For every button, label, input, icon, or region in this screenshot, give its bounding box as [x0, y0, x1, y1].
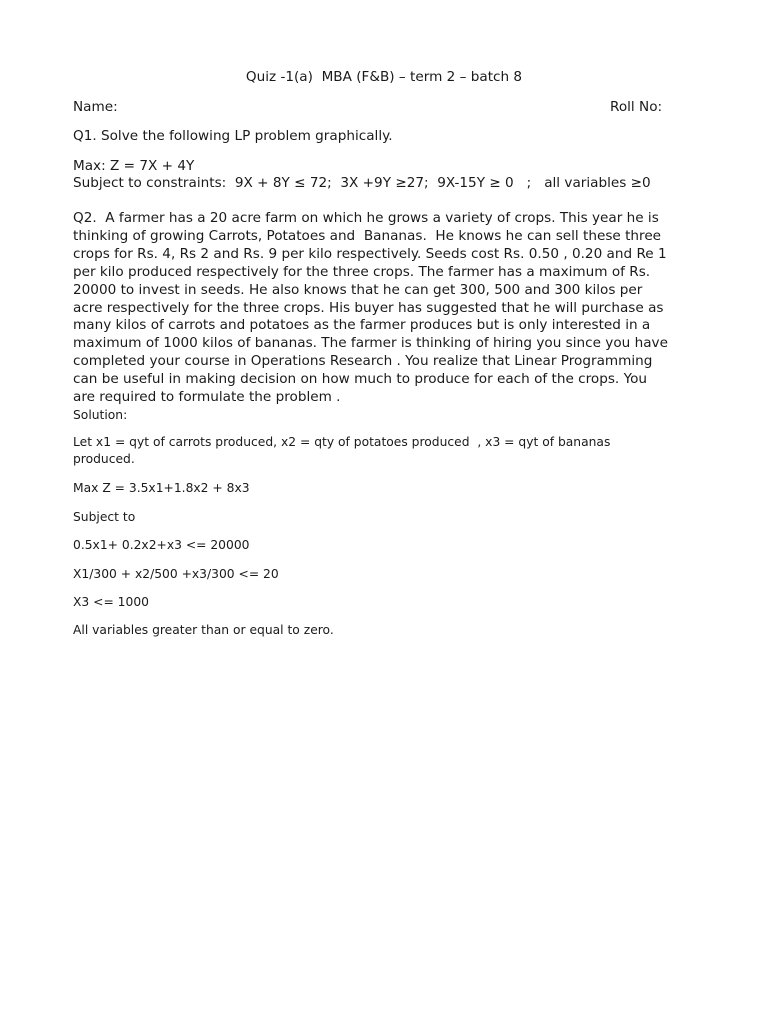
- q1-constraints: Subject to constraints: 9X + 8Y ≤ 72; 3X +9Y ≥27; 9X-15Y ≥ 0 ; all variables ≥0: [73, 175, 651, 191]
- q2-line: many kilos of carrots and potatoes as the farmer produces but is only interested in a: [73, 317, 651, 334]
- solution-subject-to: Subject to: [73, 510, 136, 524]
- q2-line: per kilo produced respectively for the three crops. The farmer has a maximum of Rs.: [73, 263, 651, 280]
- solution-label: Solution:: [73, 408, 128, 422]
- solution-constraint-3: X3 <= 1000: [73, 595, 149, 609]
- q2-line: 20000 to invest in seeds. He also knows that he can get 300, 500 and 300 kilos per: [73, 281, 643, 298]
- solution-block: [73, 434, 713, 467]
- q2-line: are required to formulate the problem .: [73, 389, 341, 406]
- q2-line: completed your course in Operations Research . You realize that Linear Programming: [73, 353, 653, 370]
- q1-question: Q1. Solve the following LP problem graphically.: [73, 128, 393, 144]
- solution-constraint-1: 0.5x1+ 0.2x2+x3 <= 20000: [73, 538, 250, 552]
- solution-objective: Max Z = 3.5x1+1.8x2 + 8x3: [73, 481, 250, 495]
- q1-objective: Max: Z = 7X + 4Y: [73, 158, 195, 174]
- q2-line: thinking of growing Carrots, Potatoes and Bananas. He knows he can sell these three: [73, 227, 662, 244]
- q2-line: can be useful in making decision on how much to produce for each of the crops. You: [73, 371, 648, 388]
- roll-no-label: Roll No:: [610, 99, 663, 115]
- q2-line: crops for Rs. 4, Rs 2 and Rs. 9 per kilo respectively. Seeds cost Rs. 0.50 , 0.20 and Re 1: [73, 245, 667, 262]
- solution-let-line: Let x1 = qyt of carrots produced, x2 = qty of potatoes produced , x3 = qyt of bananas: [73, 435, 611, 449]
- q2-line: maximum of 1000 kilos of bananas. The farmer is thinking of hiring you since you have: [73, 335, 668, 352]
- solution-let-line: produced.: [73, 451, 135, 466]
- solution-nonnegativity: All variables greater than or equal to zero.: [73, 623, 334, 637]
- q2-line: Q2. A farmer has a 20 acre farm on which he grows a variety of crops. This year he is: [73, 210, 659, 226]
- name-label: Name:: [73, 99, 118, 115]
- quiz-title: Quiz -1(a) MBA (F&B) – term 2 – batch 8: [245, 69, 523, 85]
- solution-constraint-2: X1/300 + x2/500 +x3/300 <= 20: [73, 567, 279, 581]
- q2-paragraph: [73, 210, 703, 407]
- q2-line: acre respectively for the three crops. His buyer has suggested that he will purchase as: [73, 299, 664, 316]
